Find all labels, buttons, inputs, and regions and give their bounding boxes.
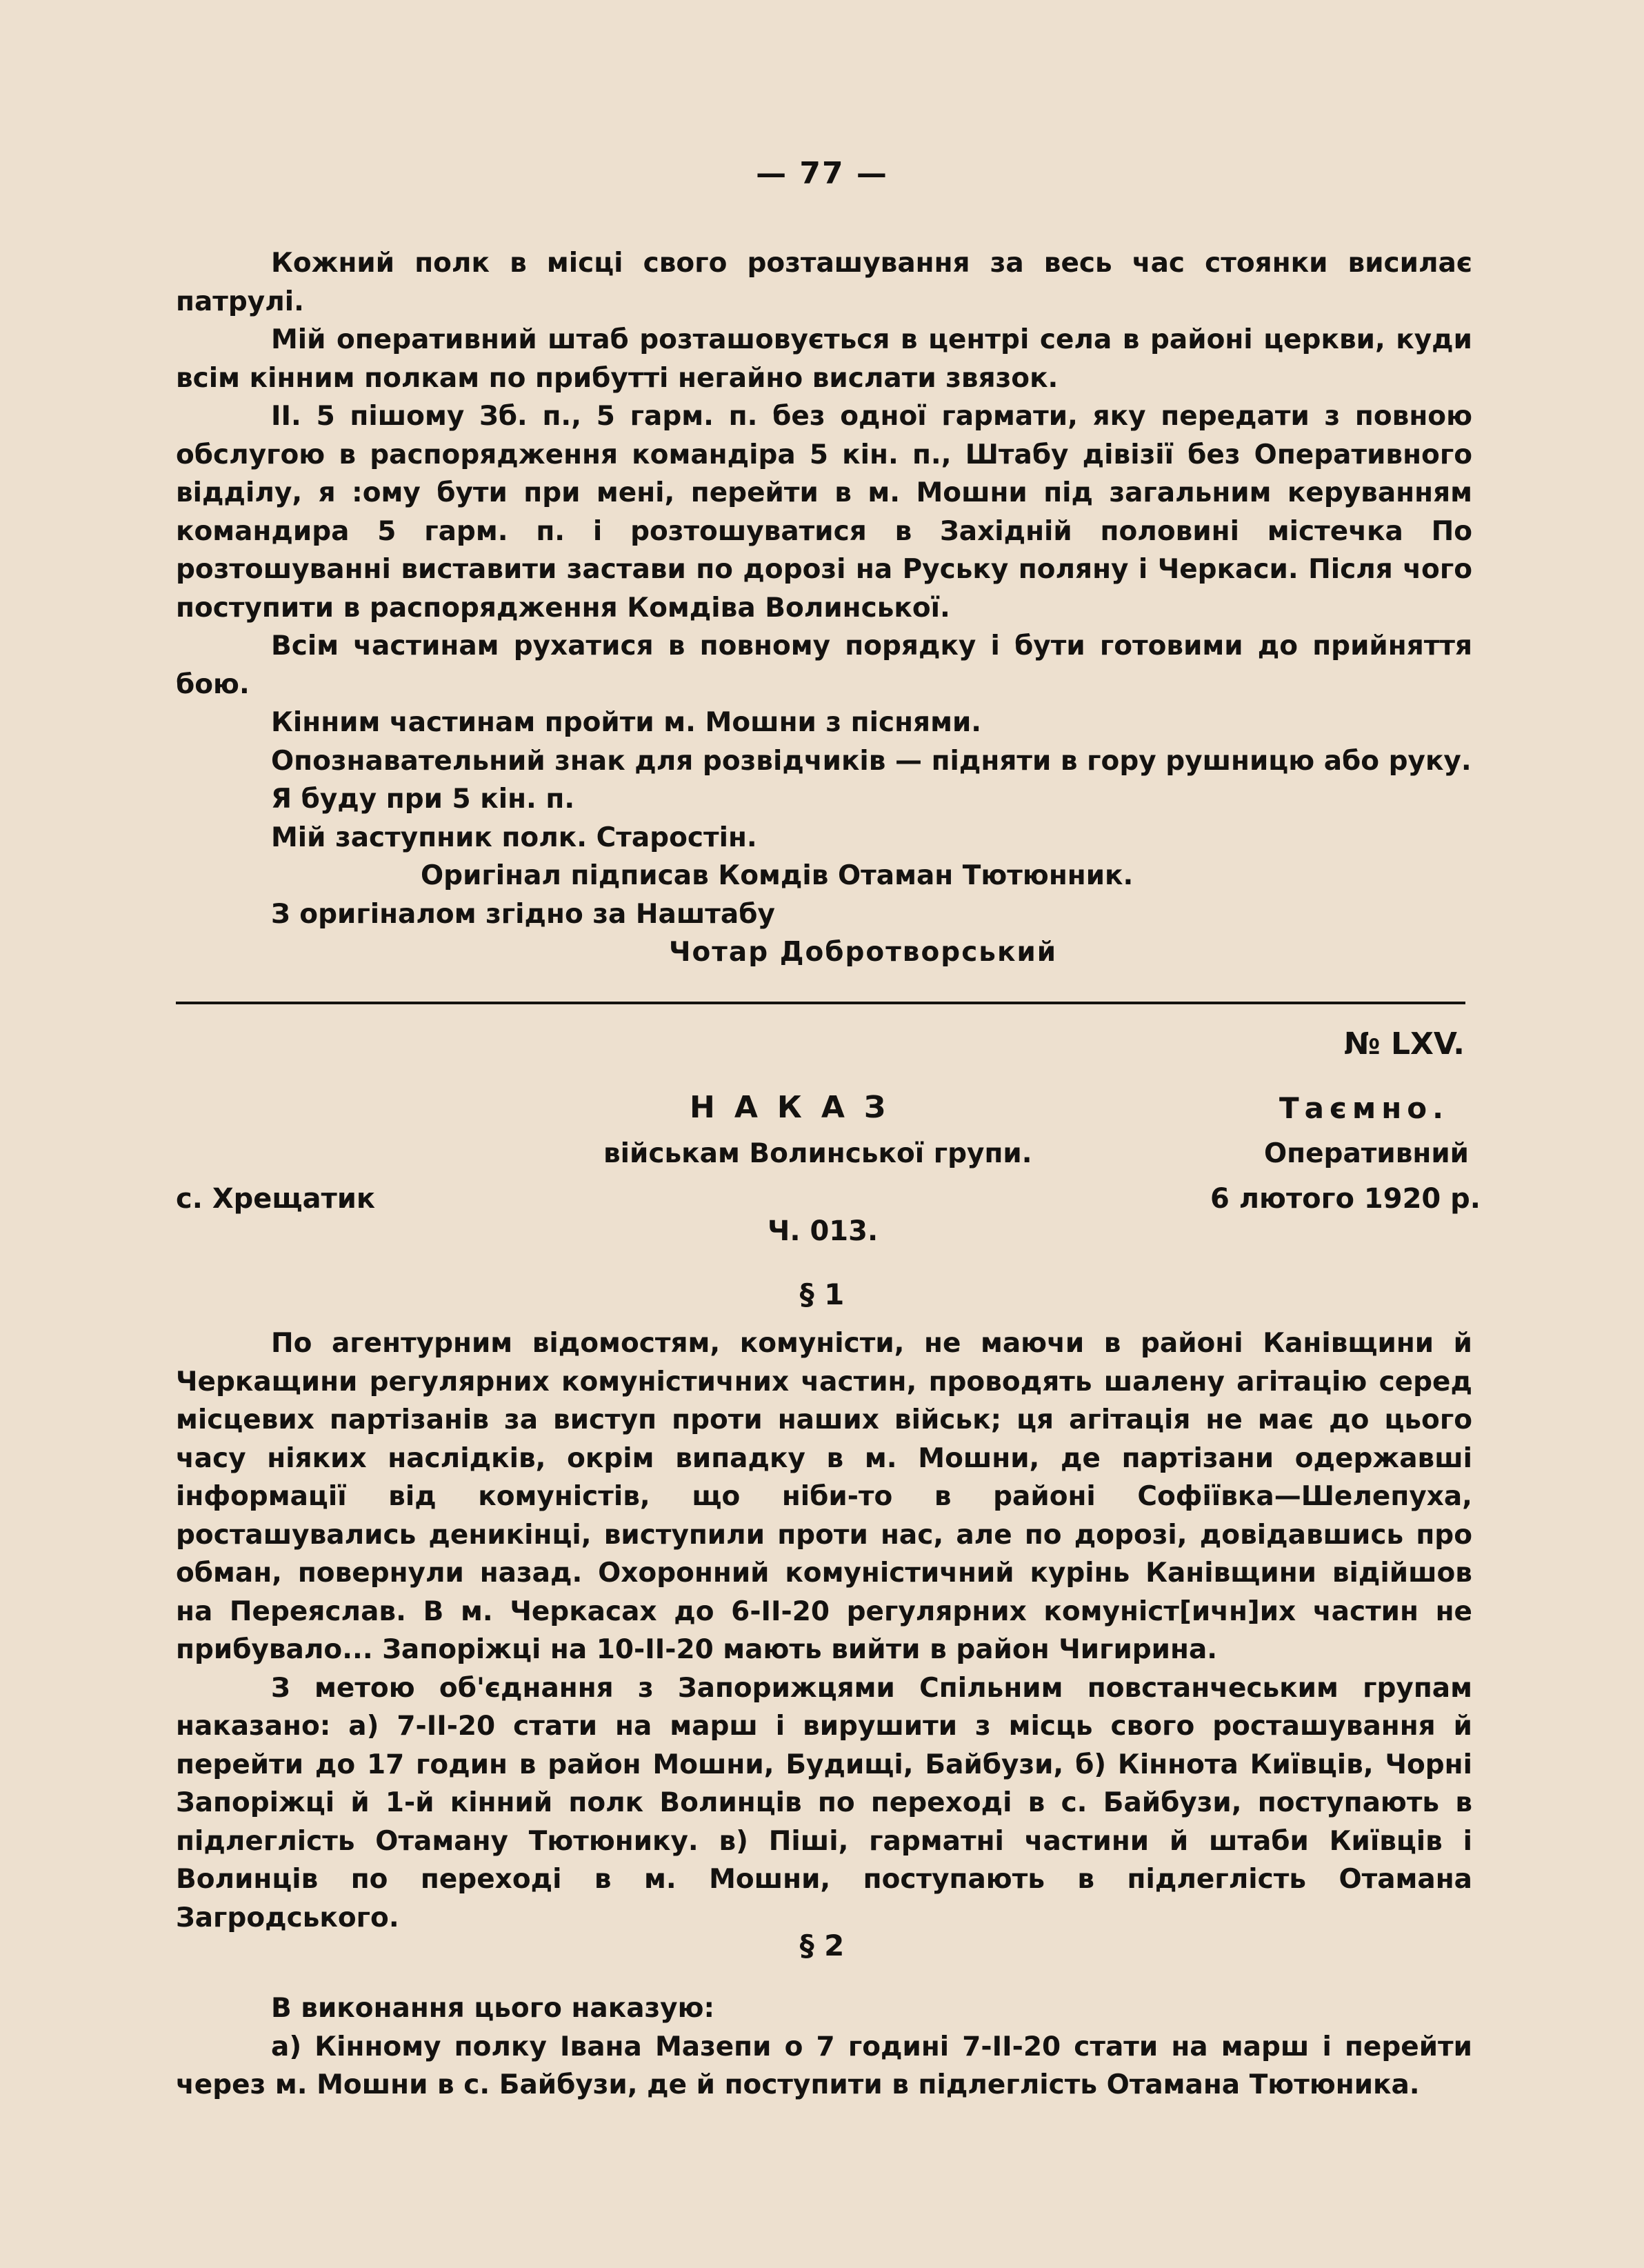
paragraph: В виконання цього наказую: [271, 1993, 715, 2024]
paragraph: Мій заступник полк. Старостін. [271, 822, 757, 853]
paragraph: Кінним частинам пройти м. Мошни з піснями. [271, 707, 982, 738]
paragraph: Кожний полк в місці свого розташування за весь час стоянки висилає патрулі. [176, 248, 1472, 317]
section-heading: § 1 [799, 1277, 845, 1311]
order-title: НАКАЗ [690, 1090, 905, 1125]
paragraph: Мій оперативний штаб розташовується в центрі села в районі церкви, куди всім кінним полкам по прибутті негайно вислати звязок. [176, 324, 1472, 394]
order-ref: Ч. 013. [768, 1215, 879, 1247]
paragraph: Всім частинам рухатися в повному порядку і бути готовими до прийняття бою. [176, 630, 1472, 700]
section-2 [176, 1989, 1472, 2105]
paragraph: а) Кінному полку Івана Мазепи о 7 годині 7-II-20 стати на марш і перейти через м. Мошни в с. Байбузи, де й поступити в підлеглість Отамана Тютюника. [176, 2031, 1472, 2100]
signature-name: Чотар Добротворський [669, 937, 1058, 968]
secrecy-label: Таємно. [1279, 1091, 1450, 1125]
paragraph: Я буду при 5 кін. п. [271, 784, 575, 815]
paragraph: II. 5 пішому Зб. п., 5 гарм. п. без одної гармати, яку передати з повною обслугою в распорядження командіра 5 кін. п., Штабу дівізії без Оперативного відділу, я :ому бути при мені, перейти в м. Мошни під загальним керуванням командира 5 гарм. п. і розтошуватися в Західній половині містечка По розтошуванні виставити застави по дорозі на Руську поляну і Черкаси. Після чого поступити в распорядження Комдіва Волинської. [176, 401, 1472, 624]
order-number: № LXV. [1343, 1026, 1465, 1062]
top-section [176, 244, 1472, 972]
divider [176, 1002, 1465, 1004]
paragraph: Опознавательний знак для розвідчиків — підняти в гору рушницю або руку. [271, 745, 1472, 777]
section-heading: § 2 [799, 1929, 845, 1962]
signature-original: Оригінал підписав Комдів Отаман Тютюнник. [421, 860, 1134, 891]
paragraph: З метою об'єднання з Запорижцями Спільним повстанчеським групам наказано: а) 7-II-20 стати на марш і вирушити з місць свого росташування й перейти до 17 годин в район Мошни, Будищі, Байбузи, б) Кіннота Київців, Чорні Запоріжці й 1-й кінний полк Волинців по переході в с. Байбузи, поступають в підлеглість Отаману Тютюнику. в) Піші, гарматні частини й штаби Київців і Волинців по переході в м. Мошни, поступають в підлеглість Отамана Загродського. [176, 1672, 1472, 1933]
order-place: с. Хрещатик [176, 1183, 376, 1215]
section-1 [176, 1324, 1472, 1937]
paragraph: По агентурним відомостям, комуністи, не маючи в районі Канівщини й Черкащини регулярних комуністичних частин, проводять шалену агітацію серед місцевих партізанів за виступ проти наших військ; ця агітація не має до цього часу ніяких наслідків, окрім випадку в м. Мошни, де партізани одержавші інформації від комуністів, що ніби-то в районі Софіївка—Шелепуха, росташувались деникінці, виступили проти нас, але по дорозі, довідавшись про обман, повернули назад. Охоронний комуністичний курінь Канівщини відійшов на Переяслав. В м. Черкасах до 6-II-20 регулярних комуніст[ичн]их частин не прибувало... Запоріжці на 10-II-20 мають вийти в район Чигирина. [176, 1328, 1472, 1665]
order-date: 6 лютого 1920 р. [1210, 1183, 1481, 1215]
signature-copy: З оригіналом згідно за Наштабу [271, 898, 775, 930]
order-kind: Оперативний [1264, 1138, 1469, 1169]
page-number: — 77 — [756, 156, 888, 191]
order-addressee: військам Волинської групи. [603, 1138, 1032, 1169]
